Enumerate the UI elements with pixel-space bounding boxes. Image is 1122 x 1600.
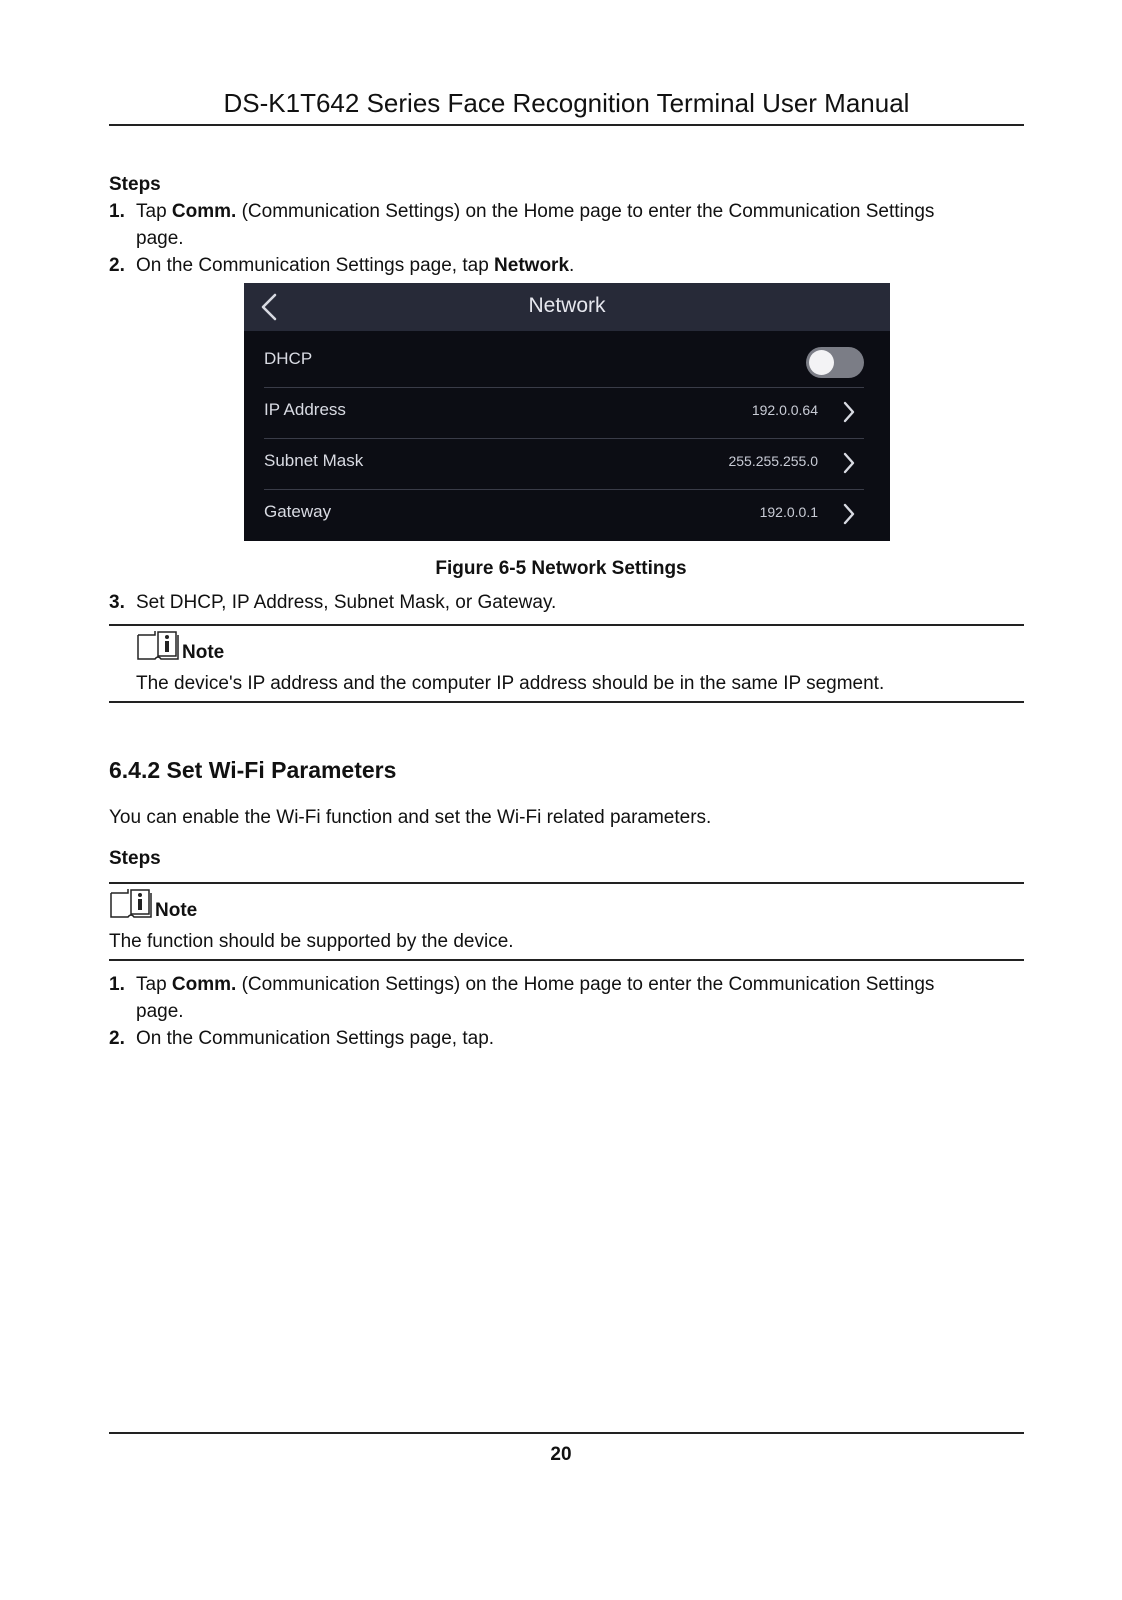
chevron-right-icon [842,451,856,481]
network-settings-screenshot [244,283,890,541]
note-bottom-rule [109,959,1024,961]
steps-heading: Steps [109,174,161,195]
page-header: DS-K1T642 Series Face Recognition Terminal User Manual [223,88,910,118]
step-2-text: On the Communication Settings page, tap. [136,1028,495,1049]
ip-address-label: IP Address [264,400,346,419]
info-note-icon [109,887,154,925]
gateway-row[interactable] [264,488,864,539]
dhcp-row[interactable] [264,335,864,386]
chevron-right-icon [842,400,856,430]
step-2-text: On the Communication Settings page, tap Network. [136,255,575,276]
note-top-rule [109,624,1024,626]
note-label: Note [182,642,225,663]
ip-address-value: 192.0.0.64 [751,402,818,418]
header-rule [109,124,1024,126]
subnet-mask-value: 255.255.255.0 [728,453,818,469]
steps-heading: Steps [109,848,161,869]
info-note-icon [136,629,181,667]
footer-rule [109,1432,1024,1434]
page-number: 20 [550,1444,572,1465]
step-number: 1. [109,201,125,222]
step-1-continuation: page. [136,1001,184,1022]
step-1-text: Tap Comm. (Communication Settings) on the Home page to enter the Communication Settings [136,974,935,995]
ip-address-row[interactable] [264,386,864,437]
step-1-continuation: page. [136,228,184,249]
dhcp-label: DHCP [264,349,313,368]
note-bottom-rule [109,701,1024,703]
toggle-knob [809,350,834,375]
section-title: 6.4.2 Set Wi-Fi Parameters [109,757,397,783]
screen-title: Network [528,294,606,317]
step-number: 2. [109,1028,125,1049]
step-number: 2. [109,255,125,276]
dhcp-toggle[interactable] [806,347,864,378]
step-number: 1. [109,974,125,995]
subnet-mask-label: Subnet Mask [264,451,364,470]
chevron-right-icon [842,502,856,532]
step-number: 3. [109,592,125,613]
note-text: The function should be supported by the device. [109,931,514,952]
figure-caption: Figure 6-5 Network Settings [435,558,687,579]
note-text: The device's IP address and the computer IP address should be in the same IP segment. [136,673,885,694]
step-3-text: Set DHCP, IP Address, Subnet Mask, or Gateway. [136,592,557,613]
gateway-value: 192.0.0.1 [759,504,818,520]
section-intro: You can enable the Wi-Fi function and set the Wi-Fi related parameters. [109,807,712,828]
subnet-mask-row[interactable] [264,437,864,488]
gateway-label: Gateway [264,502,332,521]
note-label: Note [155,900,198,921]
note-top-rule [109,882,1024,884]
step-1-text: Tap Comm. (Communication Settings) on the Home page to enter the Communication Settings [136,201,935,222]
